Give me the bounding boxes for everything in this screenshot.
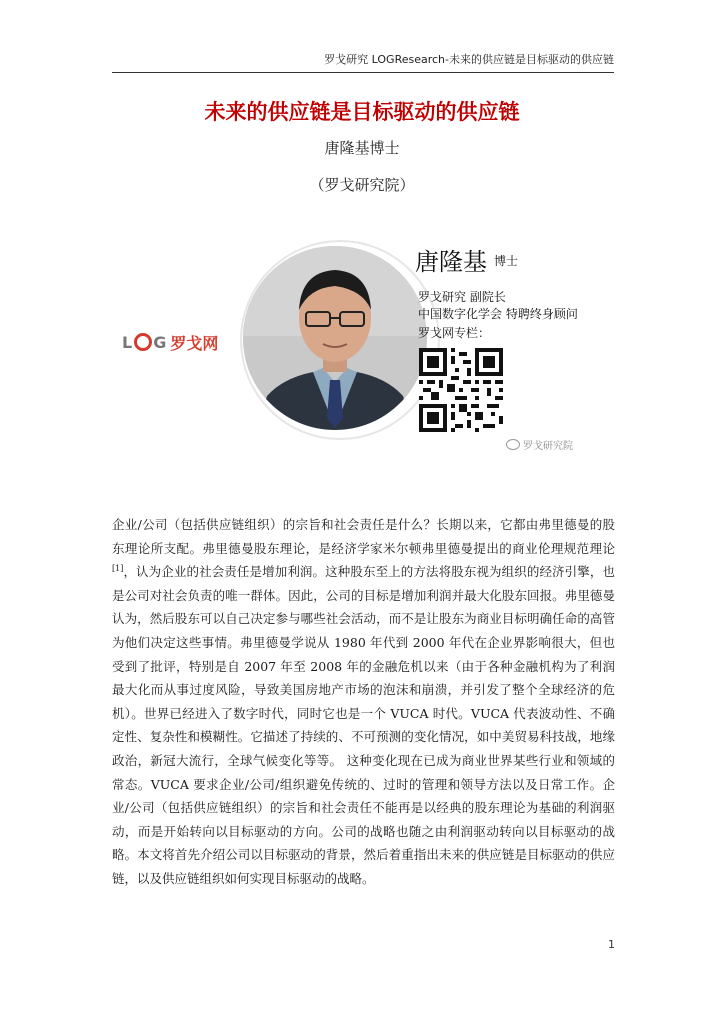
intro-text-part1: 企业/公司（包括供应链组织）的宗旨和社会责任是什么？长期以来，它都由弗里德曼的股东理论所支配。弗里德曼股东理论，是经济学家米尔顿弗里德曼提出的商业伦理规范理论 — [112, 517, 615, 556]
portrait-illustration — [243, 246, 427, 430]
intro-text-part2: ，认为企业的社会责任是增加利润。这种股东至上的方法将股东视为组织的经济引擎，也是公司对社会负责的唯一群体。因此，公司的目标是增加利润并最大化股东回报。弗里德曼认为，然后股东可以自己决定参与哪些社会活动，而不是让股东为商业目标明确任命的高管为他们决定这些事情。弗里德曼学说从 1980 年代到 2000 年代在企业界影响很大，但也受到了批评，特别是自 2007 年至 2008 年的金融危机以来（由于各种金融机构为了利润最大化而从事过度风险，导致美国房地产市场的泡沫和崩溃，并引发了整个全球经济的危机）。世界已经进入了数字时代，同时它也是一个 VUCA 时代。VUCA 代表波动性、不确定性、复杂性和模糊性。它描述了持续的、不可预测的变化情况，如中美贸易科技战，地缘政治，新冠大流行，全球气候变化等等。 这种变化现在已成为商业世界某些行业和领域的常态。VUCA 要求企业/公司/组织避免传统的、过时的管理和领导方法以及日常工作。企业/公司（包括供应链组织）的宗旨和社会责任不能再是以经典的股东理论为基础的利润驱动，而是开始转向以目标驱动的方向。公司的战略也随之由利润驱动转向以目标驱动的战略。本文将首先介绍公司以目标驱动的背景，然后着重指出未来的供应链是目标驱动的供应链，以及供应链组织如何实现目标驱动的战略。 — [112, 564, 615, 886]
profile-degree: 博士 — [494, 254, 519, 268]
intro-paragraph — [112, 513, 615, 891]
profile-name: 唐隆基 — [415, 248, 487, 276]
running-header-text: 罗戈研究 LOGResearch-未来的供应链是目标驱动的供应链 — [324, 53, 614, 66]
logistics-network-logo — [122, 331, 218, 353]
logo-letter-l: L — [122, 332, 134, 352]
running-header — [112, 52, 614, 73]
document-title: 未来的供应链是目标驱动的供应链 — [204, 99, 520, 124]
author-profile-card — [108, 228, 608, 468]
profile-column-line: 罗戈网专栏： — [418, 326, 491, 340]
author-portrait — [243, 246, 427, 430]
profile-title-line: 罗戈研究 副院长 — [418, 290, 506, 304]
wechat-watermark-text: 罗戈研究院 — [523, 441, 573, 452]
wechat-qr-code-icon — [419, 348, 503, 432]
footnote-reference-link[interactable]: [1] — [112, 564, 124, 574]
logo-cn-text: 罗戈网 — [170, 333, 219, 353]
logo-ring-icon — [134, 333, 152, 351]
profile-advisor-line: 中国数字化学会 特聘终身顾问 — [418, 307, 578, 321]
wechat-watermark — [506, 437, 573, 452]
logo-letter-g: G — [153, 332, 168, 352]
page-number: 1 — [608, 938, 615, 951]
author-affiliation: （罗戈研究院） — [309, 176, 415, 194]
author-name: 唐隆基博士 — [324, 139, 400, 157]
wechat-icon — [506, 439, 520, 450]
